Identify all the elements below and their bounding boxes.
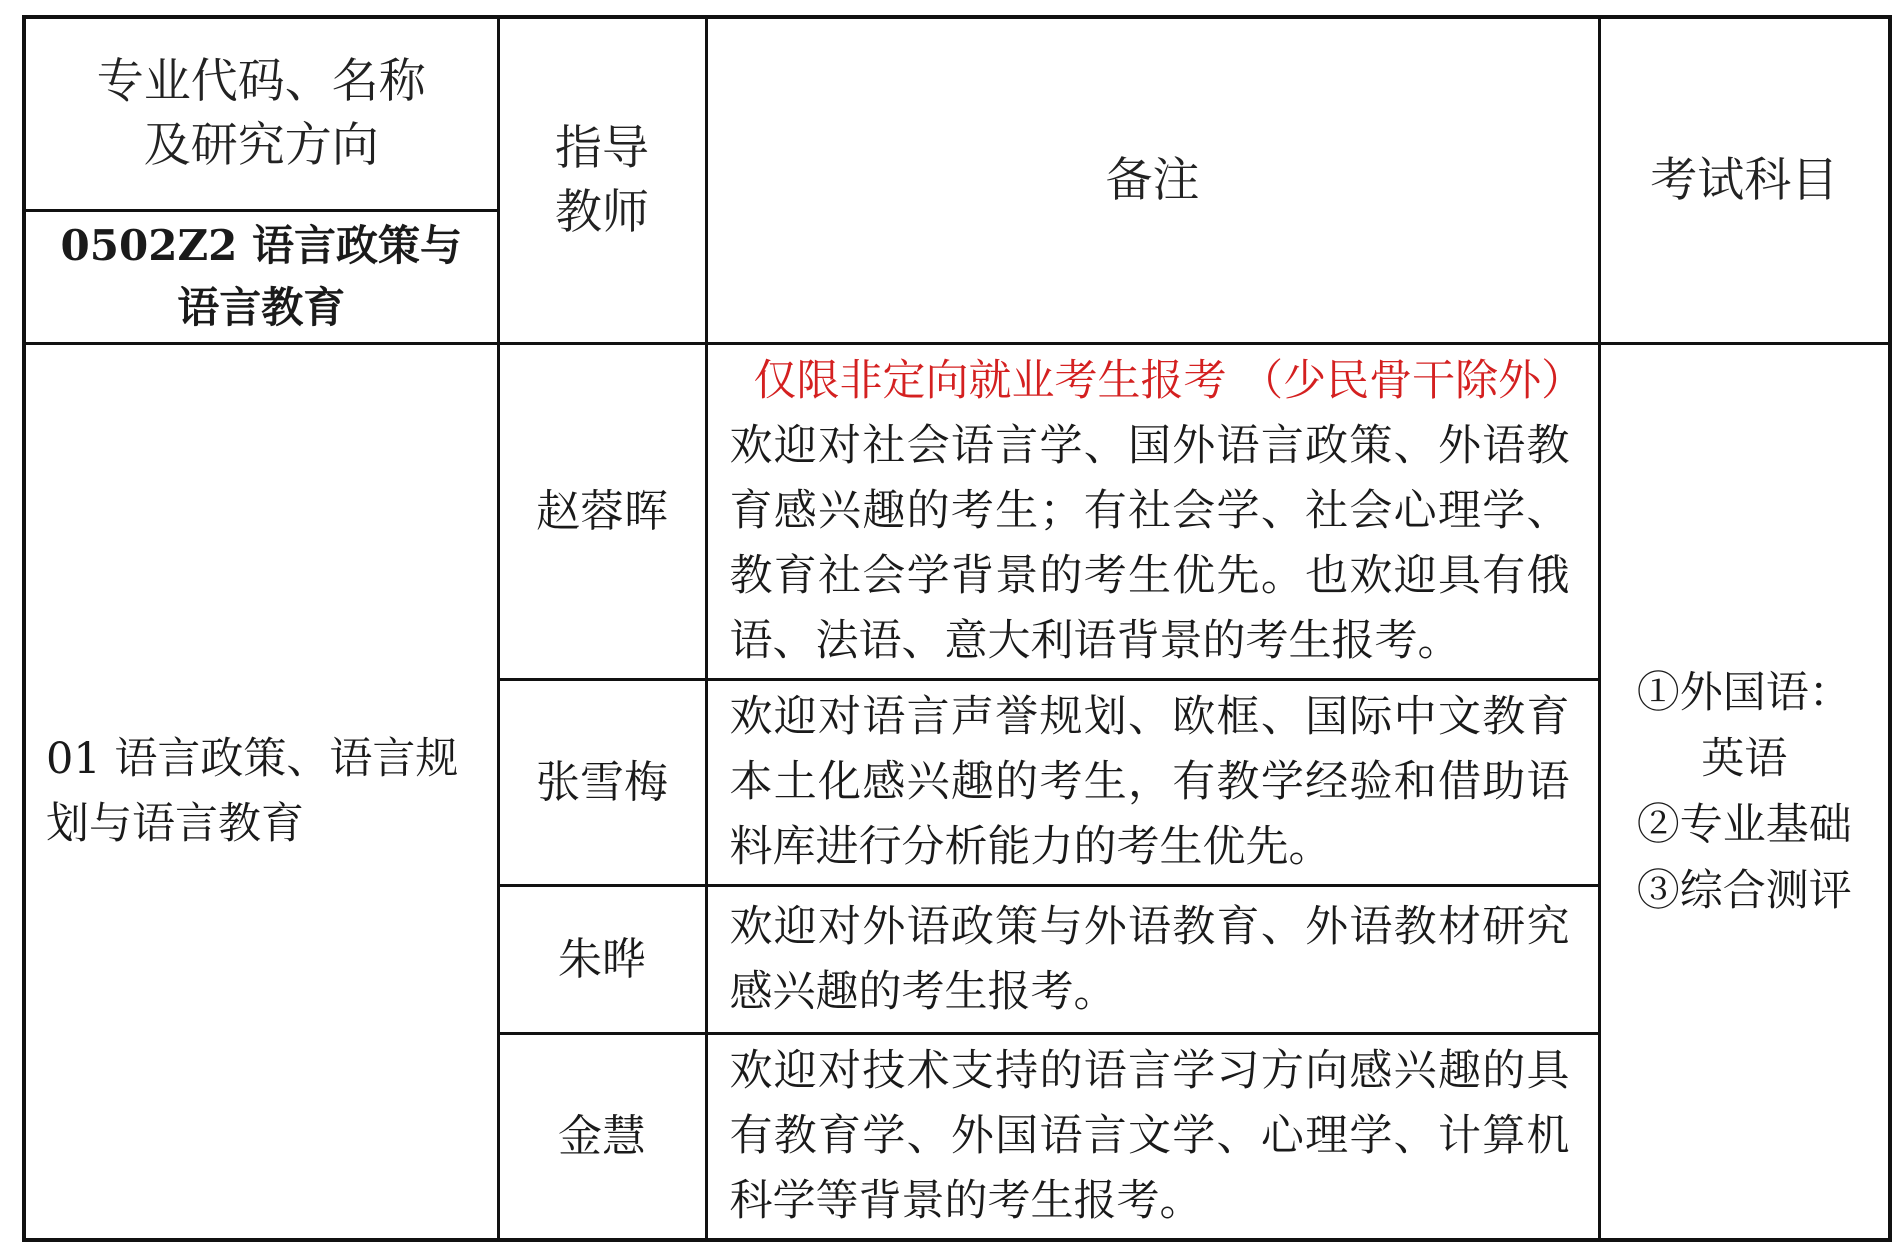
advisor-name-2: 张雪梅 (498, 680, 706, 886)
exam-subject-1: ①外国语： (1636, 667, 1852, 718)
advisor-remark-3: 欢迎对外语政策与外语教育、外语教材研究感兴趣的考生报考。 (706, 886, 1599, 1034)
enrollment-table (22, 15, 1892, 1242)
advisor-row-1 (24, 344, 1890, 680)
major-code-name: 0502Z2 语言政策与语言教育 (60, 221, 462, 332)
major-header-cell (24, 17, 498, 211)
research-direction-cell (24, 344, 498, 1241)
advisor-remark-2: 欢迎对语言声誉规划、欧框、国际中文教育本土化感兴趣的考生，有教学经验和借助语料库进行分析能力的考生优先。 (706, 680, 1599, 886)
major-header: 专业代码、名称及研究方向 (96, 54, 426, 173)
remark-header: 备注 (706, 17, 1599, 344)
advisor-name-1: 赵蓉晖 (498, 344, 706, 680)
exam-subjects-cell (1599, 344, 1890, 1241)
advisor-name-3: 朱晔 (498, 886, 706, 1034)
advisor-header: 指导教师 (555, 120, 649, 240)
advisor-remark-1 (706, 344, 1599, 680)
major-code-cell (24, 211, 498, 344)
exam-subject-1-detail: 英语 (1701, 733, 1788, 784)
advisor-name-4: 金慧 (498, 1034, 706, 1241)
advisor-header-cell (498, 17, 706, 344)
advisor-remark-4: 欢迎对技术支持的语言学习方向感兴趣的具有教育学、外国语言文学、心理学、计算机科学等背景的考生报考。 (706, 1034, 1599, 1241)
research-direction: 01 语言政策、语言规划与语言教育 (46, 733, 459, 849)
header-row (24, 17, 1890, 211)
exam-subject-2: ②专业基础 (1636, 799, 1852, 850)
restriction-note: 仅限非定向就业考生报考 （少民骨干除外） (753, 356, 1585, 406)
remark-text-1: 欢迎对社会语言学、国外语言政策、外语教育感兴趣的考生；有社会学、社会心理学、教育社会学背景的考生优先。也欢迎具有俄语、法语、意大利语背景的考生报考。 (729, 421, 1570, 666)
enrollment-table-frame (22, 15, 1888, 1226)
exam-header: 考试科目 (1599, 17, 1890, 344)
exam-subject-3: ③综合测评 (1636, 865, 1852, 916)
